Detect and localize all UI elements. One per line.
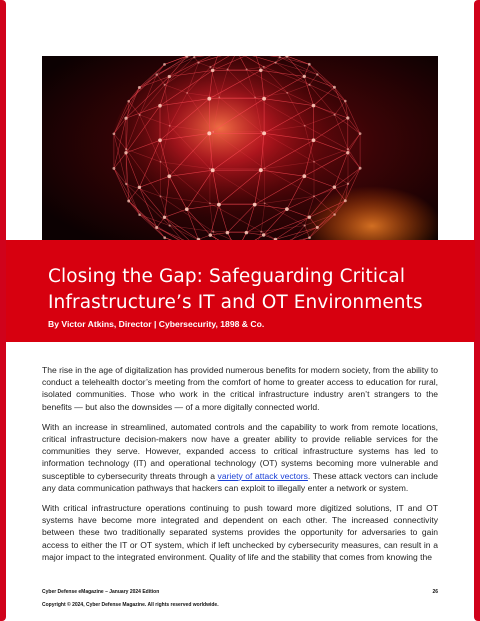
- article-title-line-1: Closing the Gap: Safeguarding Critical: [48, 266, 406, 287]
- hero-image: [42, 56, 438, 249]
- article-byline: By Victor Atkins, Director | Cybersecurity, 1898 & Co.: [48, 319, 265, 329]
- attack-vectors-link[interactable]: variety of attack vectors: [217, 470, 308, 481]
- article-title-line-2: Infrastructure’s IT and OT Environments: [48, 292, 423, 313]
- geodesic-network-sphere-image: [42, 56, 438, 249]
- article-body: [42, 364, 438, 571]
- paragraph-3: With critical infrastructure operations continuing to push toward more digitized solutions, IT and OT systems have become more integrated and dependent on each other. The increased connectivity between these two traditionally separated systems provides the opportunity for adversaries to gain access to either the IT or OT system, which if left unchecked by cybersecurity measures, can result in a major impact to the integrated environment. Quality of life and the stability that comes from knowing the: [42, 503, 438, 562]
- article-title: [48, 264, 468, 316]
- paragraph-2: [42, 421, 438, 494]
- title-banner: [6, 240, 475, 342]
- copyright-notice: Copyright © 2024, Cyber Defense Magazine. All rights reserved worldwide.: [42, 602, 219, 608]
- paragraph-2-text-a: With an increase in streamlined, automated controls and the capability to work from remote locations, critical infrastructure decision-makers now have a greater ability to provide reliable services for the communities they serve. However, expanded access to critical infrastructure systems has led to information technology (IT) and operational technology (OT) systems becoming more vulnerable and susceptible to cybersecurity threats through a: [42, 421, 438, 481]
- paragraph-1: The rise in the age of digitalization has provided numerous benefits for modern society, from the ability to conduct a telehealth doctor’s meeting from the comfort of home to greater access to education for rural, isolated communities. Those who work in the critical infrastructure industry aren’t strangers to the benefits — but also the downsides — of a more digitally connected world.: [42, 365, 438, 412]
- paragraph-2-text-b: . These attack vectors can include any data communication pathways that hackers can exploit to illegally enter a network or system.: [42, 470, 438, 493]
- edition-label: Cyber Defense eMagazine – January 2024 Edition: [42, 589, 160, 595]
- page-number: 26: [432, 589, 438, 595]
- page-footer: [42, 589, 438, 608]
